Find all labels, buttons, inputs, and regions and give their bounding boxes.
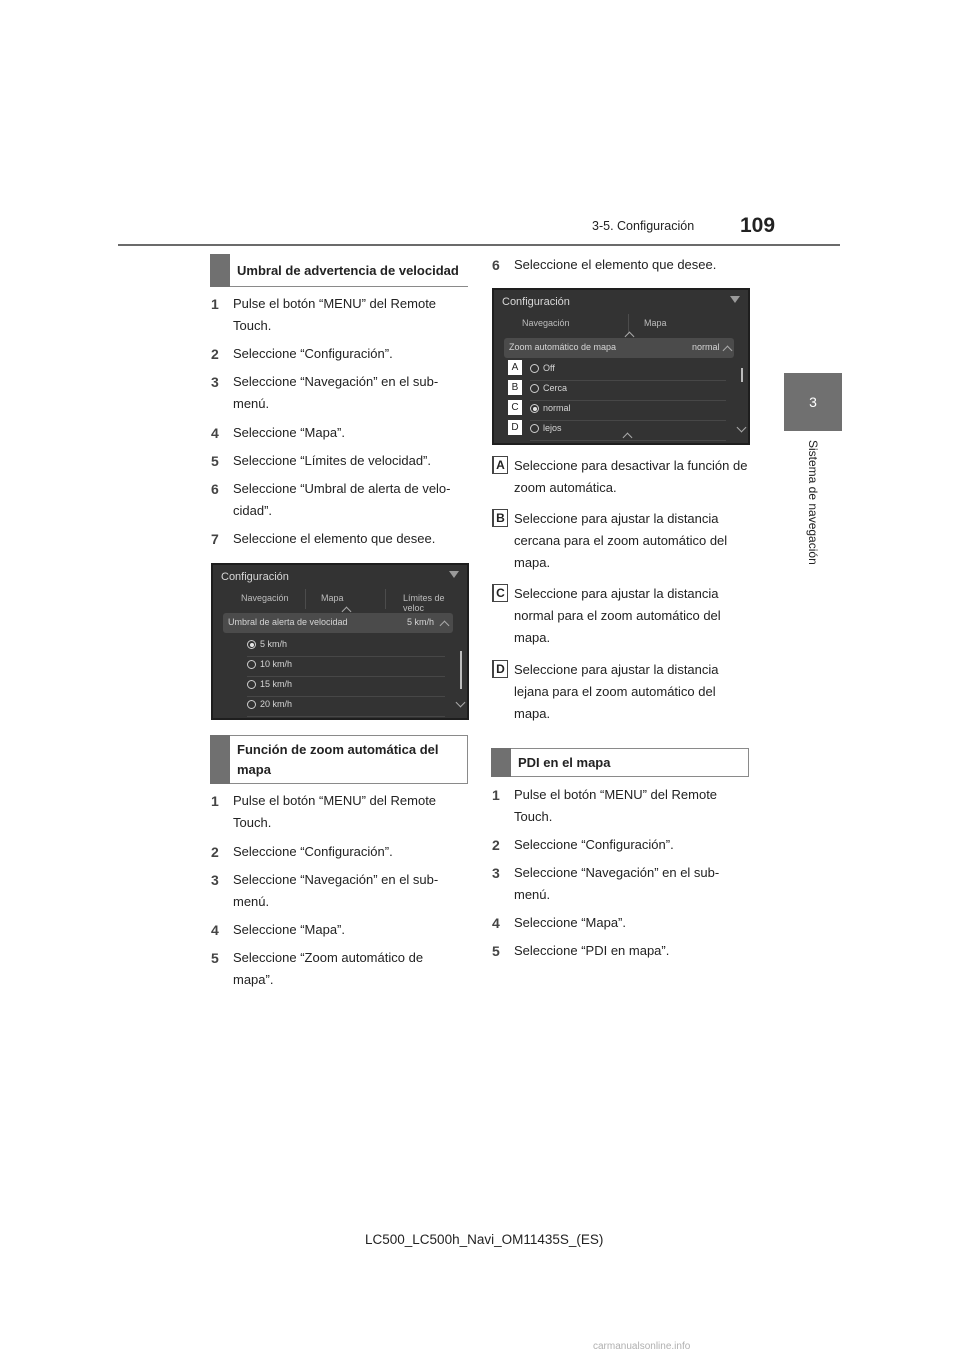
legend-description: Seleccione para ajustar la distancia cercana para el zoom automático del mapa. <box>514 511 728 570</box>
radio-icon <box>530 404 539 413</box>
radio-icon <box>247 680 256 689</box>
heading-poi <box>491 748 749 777</box>
option-lejos[interactable]: lejos <box>530 420 726 441</box>
document-footer: LC500_LC500h_Navi_OM11435S_(ES) <box>365 1232 604 1247</box>
step: 5 Seleccione “PDI en mapa”. <box>492 943 670 959</box>
legend-description: Seleccione para ajustar la distancia normal para el zoom automático del mapa. <box>514 586 721 645</box>
step: 3 Seleccione “Navegación” en el sub-menú. <box>211 374 439 411</box>
step: 6 Seleccione el elemento que desee. <box>492 257 717 273</box>
crumb: Navegación <box>522 318 570 328</box>
radio-icon <box>247 640 256 649</box>
chapter-number: 3 <box>809 394 817 410</box>
radio-icon <box>530 384 539 393</box>
step: 1 Pulse el botón “MENU” del Remote Touch. <box>492 787 718 824</box>
radio-icon <box>530 364 539 373</box>
crumb: Límites de veloc <box>403 593 445 613</box>
legend-description: Seleccione para ajustar la distancia lejana para el zoom automático del mapa. <box>514 662 719 721</box>
chevron-up-icon <box>440 621 450 631</box>
option-letter: B <box>508 380 522 395</box>
option-10kmh[interactable]: 10 km/h <box>247 656 445 677</box>
step: 2 Seleccione “Configuración”. <box>211 844 393 860</box>
option-20kmh[interactable]: 20 km/h <box>247 696 445 717</box>
step: 4 Seleccione “Mapa”. <box>211 922 345 938</box>
heading-speed-warning <box>210 255 468 287</box>
option-cerca[interactable]: Cerca <box>530 380 726 401</box>
option-letter: A <box>508 360 522 375</box>
step: 2 Seleccione “Configuración”. <box>492 837 674 853</box>
scrollbar[interactable] <box>741 368 743 382</box>
option-letter: C <box>508 400 522 415</box>
wifi-icon <box>449 571 459 578</box>
screen-title: Configuración <box>502 296 570 308</box>
chevron-down-icon <box>737 423 747 433</box>
radio-icon <box>247 700 256 709</box>
page-number: 109 <box>740 214 776 237</box>
setting-row: Umbral de alerta de velocidad 5 km/h <box>223 613 453 633</box>
chevron-down-icon <box>456 698 466 708</box>
heading-auto-zoom <box>210 735 468 784</box>
step: 3 Seleccione “Navegación” en el sub-menú. <box>211 872 439 909</box>
step: 1 Pulse el botón “MENU” del Remote Touch. <box>211 296 437 333</box>
option-off[interactable]: Off <box>530 360 726 381</box>
legend-marker: B <box>492 509 508 527</box>
heading-bar <box>210 735 230 784</box>
step: 5 Seleccione “Zoom automático de mapa”. <box>211 950 424 987</box>
heading-text: PDI en el mapa <box>518 754 611 770</box>
radio-icon <box>247 660 256 669</box>
step: 5 Seleccione “Límites de velocidad”. <box>211 453 431 469</box>
step: 4 Seleccione “Mapa”. <box>211 425 345 441</box>
heading-text: Umbral de advertencia de velocidad <box>237 262 459 278</box>
heading-text: Función de zoom automática del mapa <box>237 741 439 777</box>
option-5kmh[interactable]: 5 km/h <box>247 636 445 657</box>
screen-title: Configuración <box>221 571 289 583</box>
crumb: Navegación <box>241 593 289 603</box>
legend-description: Seleccione para desactivar la función de zoom automática. <box>514 458 748 495</box>
step: 3 Seleccione “Navegación” en el sub-menú. <box>492 865 720 902</box>
step: 6 Seleccione “Umbral de alerta de velo-cidad”. <box>211 481 451 518</box>
wifi-icon <box>730 296 740 303</box>
setting-row: Zoom automático de mapa normal <box>504 338 734 358</box>
legend-marker: C <box>492 584 508 602</box>
scrollbar[interactable] <box>460 651 462 689</box>
legend-marker: A <box>492 456 508 474</box>
crumb-divider <box>385 589 386 609</box>
option-letter: D <box>508 420 522 435</box>
step: 7 Seleccione el elemento que desee. <box>211 531 436 547</box>
section-label: 3-5. Configuración <box>592 219 695 233</box>
screenshot-speed-threshold <box>211 563 469 720</box>
radio-icon <box>530 424 539 433</box>
header-divider <box>118 244 840 246</box>
heading-bar <box>491 748 511 777</box>
option-15kmh[interactable]: 15 km/h <box>247 676 445 697</box>
heading-bar <box>210 254 230 287</box>
screenshot-auto-zoom <box>492 288 750 445</box>
chapter-tab <box>784 373 842 431</box>
watermark: carmanualsonline.info <box>593 1341 691 1352</box>
chapter-title: Sistema de navegación <box>806 440 820 565</box>
step: 1 Pulse el botón “MENU” del Remote Touch. <box>211 793 437 830</box>
step: 4 Seleccione “Mapa”. <box>492 915 626 931</box>
legend-marker: D <box>492 660 508 678</box>
option-normal[interactable]: normal <box>530 400 726 421</box>
chevron-up-icon <box>723 346 733 356</box>
crumb-divider <box>305 589 306 609</box>
crumb: Mapa <box>321 593 344 603</box>
crumb: Mapa <box>644 318 667 328</box>
step: 2 Seleccione “Configuración”. <box>211 346 393 362</box>
